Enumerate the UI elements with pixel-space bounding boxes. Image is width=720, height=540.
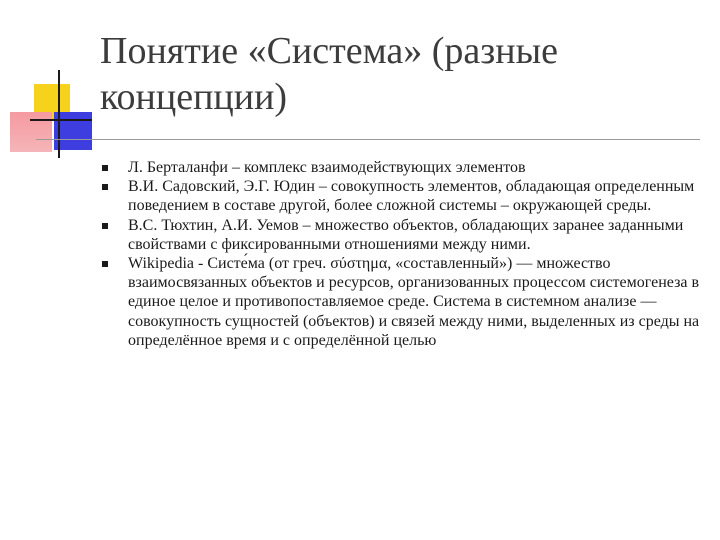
bullet-text: В.С. Тюхтин, А.И. Уемов – множество объектов, обладающих заранее заданными свойствами с фиксированными отношениями между ними. [128,216,684,253]
bullet-text: Wikipedia - Систе́ма (от греч. σύστημα, «составленный») — множество взаимосвязанных объектов и ресурсов, организованных процессом системогенеза в единое целое и противопоставляемое среде. Система в системном анализе — совокупность сущностей (объектов) и связей между ними, выделенных из среды на определённое время и с определённой целью [128,255,700,349]
bullet-item [96,177,706,215]
pink-square [10,112,52,152]
bullet-list [96,158,706,350]
vertical-accent-line [58,70,60,158]
square-bullet-icon [102,223,108,229]
square-bullet-icon [102,165,108,171]
square-bullet-icon [102,261,108,267]
square-bullet-icon [102,184,108,190]
horizontal-accent-line [30,119,92,121]
bullet-item [96,254,706,350]
bullet-text: В.И. Садовский, Э.Г. Юдин – совокупность элементов, обладающая определенным поведением в составе другой, более сложной системы – окружающей среды. [128,178,695,215]
title-divider [36,139,700,140]
bullet-text: Л. Берталанфи – комплекс взаимодействующих элементов [128,159,526,176]
slide-title: Понятие «Система» (разные концепции) [100,30,559,118]
bullet-item [96,216,706,254]
bullet-item [96,158,706,177]
